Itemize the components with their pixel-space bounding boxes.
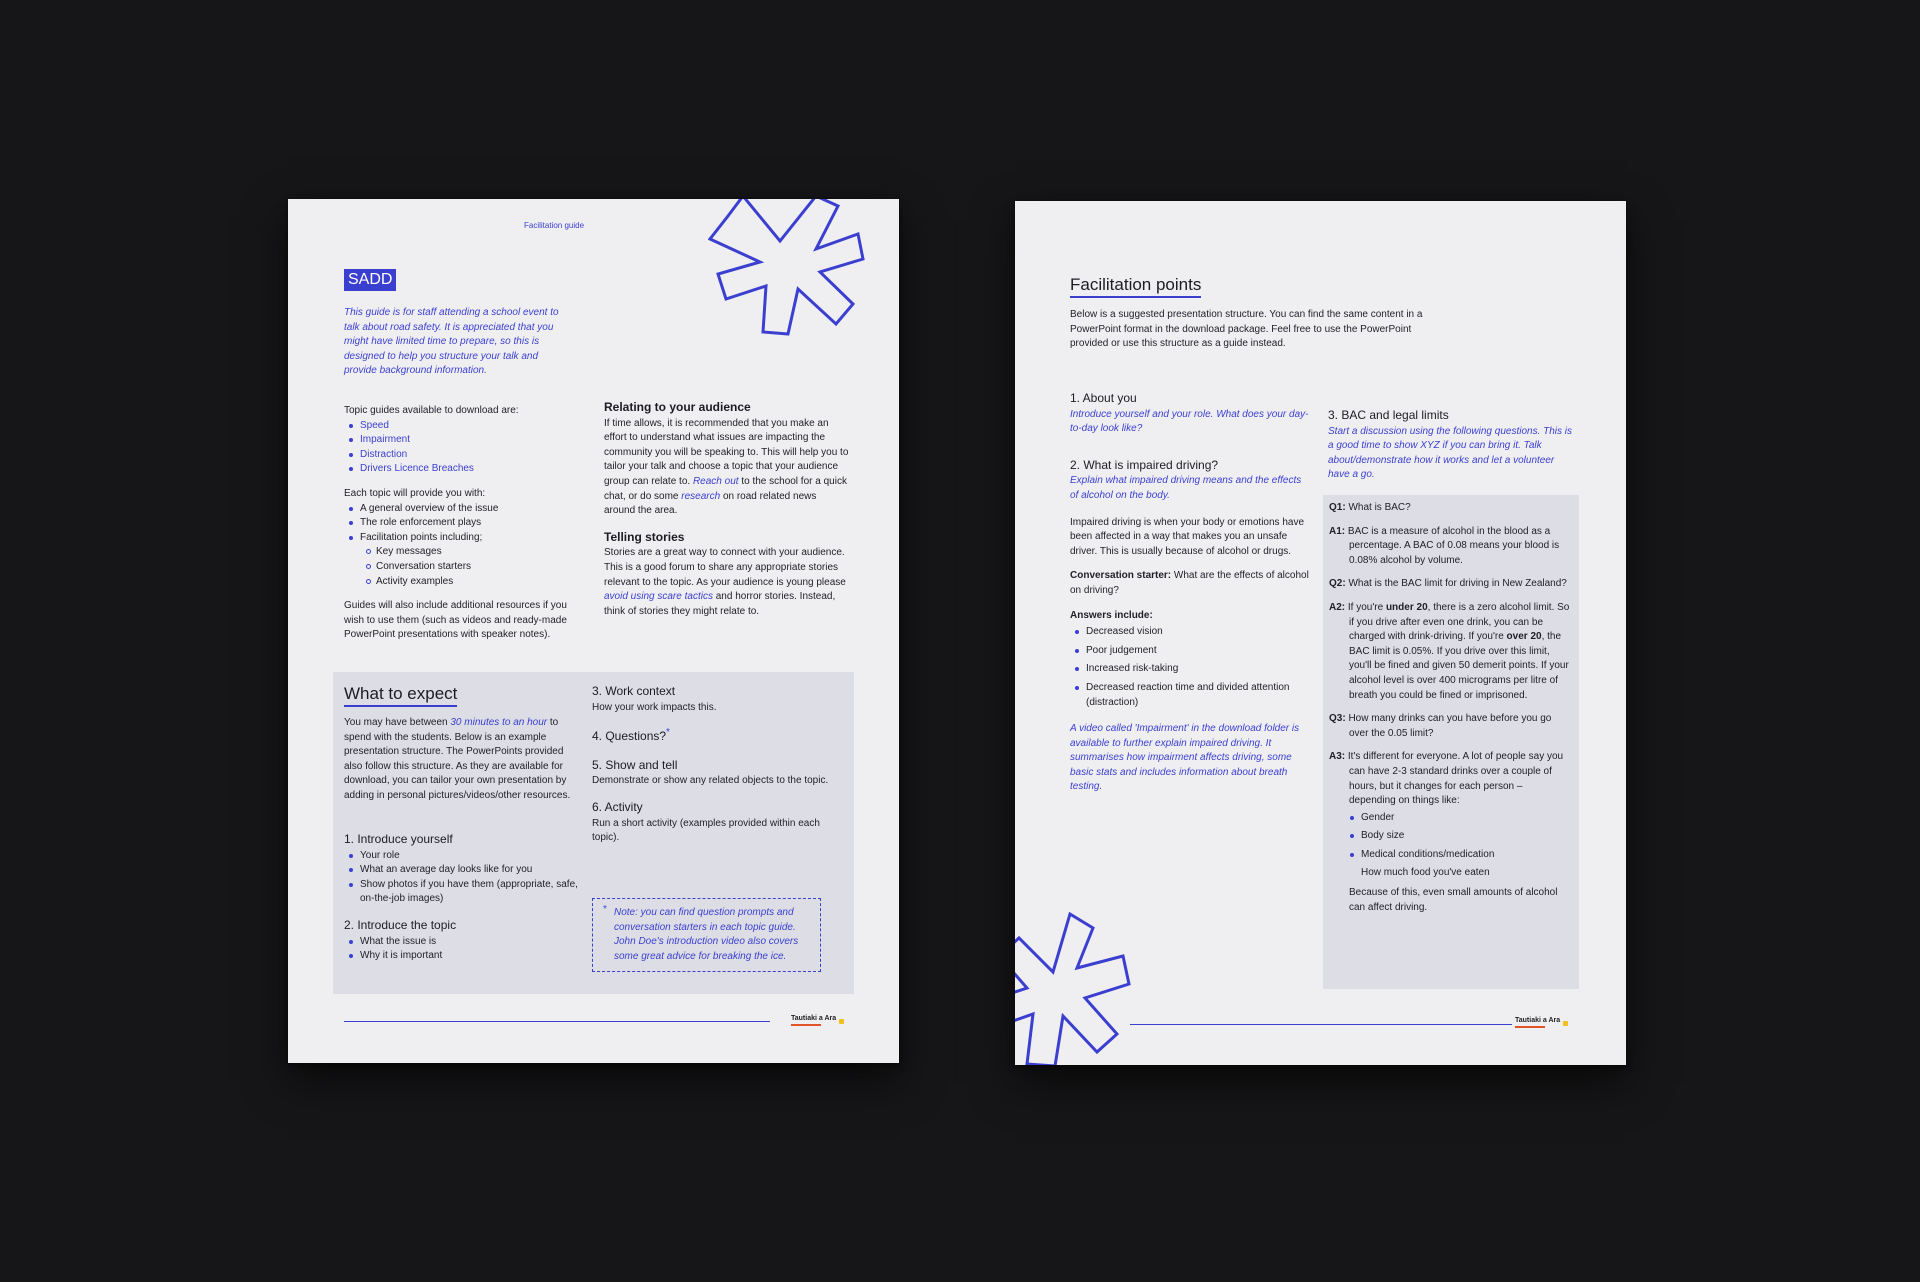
topics-list <box>344 419 584 477</box>
logo-bar <box>1515 1026 1545 1028</box>
qa-item <box>1329 525 1571 569</box>
topics-label: Topic guides available to download are: <box>344 405 519 416</box>
stories-text <box>604 546 850 619</box>
expect-text <box>344 716 580 804</box>
a1-text: BAC is a measure of alcohol in the blood as a percentage. A BAC of 0.08 means your blood is 0.08% alcohol by volume. <box>1347 525 1560 566</box>
a1-label: A1: <box>1329 525 1346 537</box>
stories-text-part: Stories are a great way to connect with your audience. This is a good forum to share any appropriate stories relevant to the topic. As your audience is young please <box>604 547 846 588</box>
a2-emphasis: under 20 <box>1385 601 1428 613</box>
each-list <box>344 502 584 546</box>
about-title: 1. About you <box>1070 391 1137 405</box>
note-text: Note: you can find question prompts and conversation starters in each topic guide. John Doe's introduction video also covers some great advice for breaking the ice. <box>614 907 799 962</box>
list-item: Why it is important <box>360 949 580 964</box>
a2-emphasis: over 20 <box>1506 631 1542 643</box>
note-mark: * <box>603 904 607 915</box>
q1-text: What is BAC? <box>1348 502 1411 513</box>
stories-text-part: and horror stories. Instead, think of stories they might relate to. <box>604 591 836 617</box>
list-item: Key messages <box>376 545 584 560</box>
topic-link-speed[interactable]: Speed <box>360 419 584 434</box>
q1-label: Q1: <box>1329 502 1346 513</box>
a2-text: , the BAC limit is 0.05%. If you drive over this limit, you'll be fined and given 50 demerit points. If your alcohol level is over 400 micrograms per litre of breath you could be fined or imprisoned. <box>1349 631 1569 701</box>
list-item: Facilitation points including; <box>360 531 584 546</box>
step-5-text: Demonstrate or show any related objects to the topic. <box>592 775 829 787</box>
step-3-text: How your work impacts this. <box>592 701 717 713</box>
each-label: Each topic will provide you with: <box>344 487 486 499</box>
a3-label: A3: <box>1329 751 1346 763</box>
list-item: Body size <box>1361 829 1571 844</box>
footer-rule <box>344 1021 770 1022</box>
impaired-text: Explain what impaired driving means and the effects of alcohol on the body. <box>1070 475 1302 501</box>
intro-text: This guide is for staff attending a school event to talk about road safety. It is appreciated that you might have limited time to prepare, so this is designed to help you structure your talk and provide background information. <box>344 307 559 377</box>
asterisk-graphic <box>1015 906 1175 1065</box>
bac-text: Start a discussion using the following questions. This is a good time to show XYZ if you can bring it. Talk about/demonstrate how it works and let a volunteer have a go. <box>1328 425 1573 481</box>
step-6-text: Run a short activity (examples provided within each topic). <box>592 817 820 844</box>
qa-item <box>1329 750 1571 808</box>
intro-steps <box>344 832 580 964</box>
step-2-list <box>344 935 580 964</box>
expect-text-part: to spend with the students. Below is an example presentation structure. The PowerPoints provided also follow this structure. As they are available for download, you can tailor your own presentation by adding in personal pictures/videos/other resources. <box>344 717 571 801</box>
asterisk-graphic <box>708 199 899 344</box>
time-link[interactable]: 30 minutes to an hour <box>450 717 548 728</box>
facilitation-points-page <box>1015 201 1626 1065</box>
relating-text-part: to the school for a quick chat, or do some <box>604 475 847 502</box>
topic-link-distraction[interactable]: Distraction <box>360 448 584 463</box>
a2-text: If you're <box>1347 601 1384 613</box>
bac-title: 3. BAC and legal limits <box>1328 408 1449 422</box>
qa-item <box>1329 601 1571 703</box>
step-3-title: 3. Work context <box>592 684 676 698</box>
step-4-title: 4. Questions? <box>592 729 667 744</box>
reach-out-link[interactable]: Reach out <box>692 475 739 487</box>
bac-qa-panel <box>1323 495 1579 989</box>
qa-item <box>1329 712 1571 741</box>
step-1-title: 1. Introduce yourself <box>344 832 453 846</box>
list-item: A general overview of the issue <box>360 502 584 517</box>
factors-list <box>1329 811 1571 863</box>
step-5-title: 5. Show and tell <box>592 757 678 772</box>
impaired-title: 2. What is impaired driving? <box>1070 457 1219 472</box>
intro-text: Below is a suggested presentation structure. You can find the same content in a PowerPoint format in the download package. Feel free to use the PowerPoint provided or use this structure as a guide instead. <box>1070 309 1423 350</box>
list-item: Activity examples <box>376 575 584 590</box>
starter-label: Conversation starter: <box>1070 570 1172 582</box>
relating-title: Relating to your audience <box>604 400 751 414</box>
topic-link-licence-breaches[interactable]: Drivers Licence Breaches <box>360 462 584 477</box>
list-item: Gender <box>1361 811 1571 826</box>
answers-label: Answers include: <box>1070 609 1153 621</box>
a2-label: A2: <box>1329 601 1346 613</box>
logo-mark <box>839 1019 844 1024</box>
list-item: Your role <box>360 849 580 864</box>
list-item: Conversation starters <box>376 560 584 575</box>
list-item: Decreased vision <box>1086 625 1310 640</box>
list-item: Medical conditions/medication <box>1361 848 1571 863</box>
starter <box>1070 569 1310 598</box>
list-item: Increased risk-taking <box>1086 662 1310 677</box>
step-4-heading <box>592 726 832 744</box>
step-1-list <box>344 849 580 907</box>
expect-title: What to expect <box>344 684 457 707</box>
list-item: The role enforcement plays <box>360 516 584 531</box>
list-item: What an average day looks like for you <box>360 863 580 878</box>
note-box <box>592 898 821 972</box>
logo-bar <box>791 1024 821 1026</box>
logo <box>791 1015 836 1026</box>
qa-item <box>1329 501 1571 516</box>
video-text: A video called 'Impairment' in the download folder is available to further explain impaired driving. It summarises how impairment affects driving, some basic stats and includes information about breath testing. <box>1070 723 1300 793</box>
a3-text: It's different for everyone. A lot of people say you can have 2-3 standard drinks over a couple of hours, but it changes for each person – depending on things like: <box>1347 751 1564 807</box>
answers-list <box>1070 625 1310 710</box>
expect-heading <box>344 684 457 707</box>
logo <box>1515 1017 1560 1028</box>
page-title: Facilitation points <box>1070 275 1201 298</box>
scare-tactics-link[interactable]: avoid using scare tactics <box>604 591 713 603</box>
list-item: What the issue is <box>360 935 580 950</box>
what-to-expect-panel <box>333 672 854 994</box>
page-header: Facilitation guide <box>524 221 585 230</box>
starter-text: What are the effects of alcohol on driving? <box>1070 570 1309 596</box>
qa-item <box>1329 577 1571 592</box>
relating-text-part: If time allows, it is recommended that you make an effort to understand what issues are impacting the community you will be speaking to. This will help you to tailor your talk and choose a topic that your audience group can relate to. <box>604 417 849 487</box>
about-text: Introduce yourself and your role. What does your day-to-day look like? <box>1070 408 1309 435</box>
logo-text: Tautiaki a Ara <box>791 1015 837 1022</box>
step-6-title: 6. Activity <box>592 799 643 814</box>
stories-title: Telling stories <box>604 529 685 544</box>
step-4-mark: * <box>666 727 670 739</box>
a2-text: , there is a zero alcohol limit. So if you drive after even one drink, you can be charged with drink-driving. If you're <box>1349 601 1570 643</box>
footer-rule <box>1130 1024 1512 1025</box>
topic-link-impairment[interactable]: Impairment <box>360 433 584 448</box>
topics-block <box>344 404 584 643</box>
logo-text: Tautiaki a Ara <box>1515 1017 1561 1024</box>
list-item: Poor judgement <box>1086 644 1310 659</box>
q2-text: What is the BAC limit for driving in New Zealand? <box>1348 578 1567 590</box>
q2-label: Q2: <box>1329 578 1346 590</box>
logo-mark <box>1563 1021 1568 1026</box>
sub-list <box>344 545 584 589</box>
points-column <box>1070 391 1310 795</box>
relating-text-part: on road related news around the area. <box>604 490 817 517</box>
qa-list <box>1329 501 1571 915</box>
q3-text: How many drinks can you have before you go over the 0.05 limit? <box>1348 713 1552 739</box>
bac-heading <box>1328 408 1578 483</box>
audience-block <box>604 400 850 619</box>
list-item: Decreased reaction time and divided attention (distraction) <box>1086 681 1310 710</box>
expect-text-part: You may have between <box>344 717 448 728</box>
later-steps <box>592 684 832 846</box>
factor-last: How much food you've eaten <box>1361 867 1490 879</box>
relating-text <box>604 417 850 519</box>
research-link[interactable]: research <box>681 490 721 502</box>
because-text: Because of this, even small amounts of alcohol can affect driving. <box>1349 887 1558 913</box>
facilitation-guide-page <box>288 199 899 1063</box>
list-item: Show photos if you have them (appropriate, safe, on-the-job images) <box>360 878 580 907</box>
step-2-title: 2. Introduce the topic <box>344 917 457 932</box>
q3-label: Q3: <box>1329 713 1346 725</box>
sadd-badge: SADD <box>344 269 396 291</box>
title-block <box>1070 275 1201 298</box>
impaired-body: Impaired driving is when your body or emotions have been affected in a way that makes you an unsafe driver. This is usually because of alcohol or drugs. <box>1070 516 1305 557</box>
guides-text: Guides will also include additional resources if you wish to use them (such as videos and ready-made PowerPoint presentations with speaker notes). <box>344 600 567 641</box>
